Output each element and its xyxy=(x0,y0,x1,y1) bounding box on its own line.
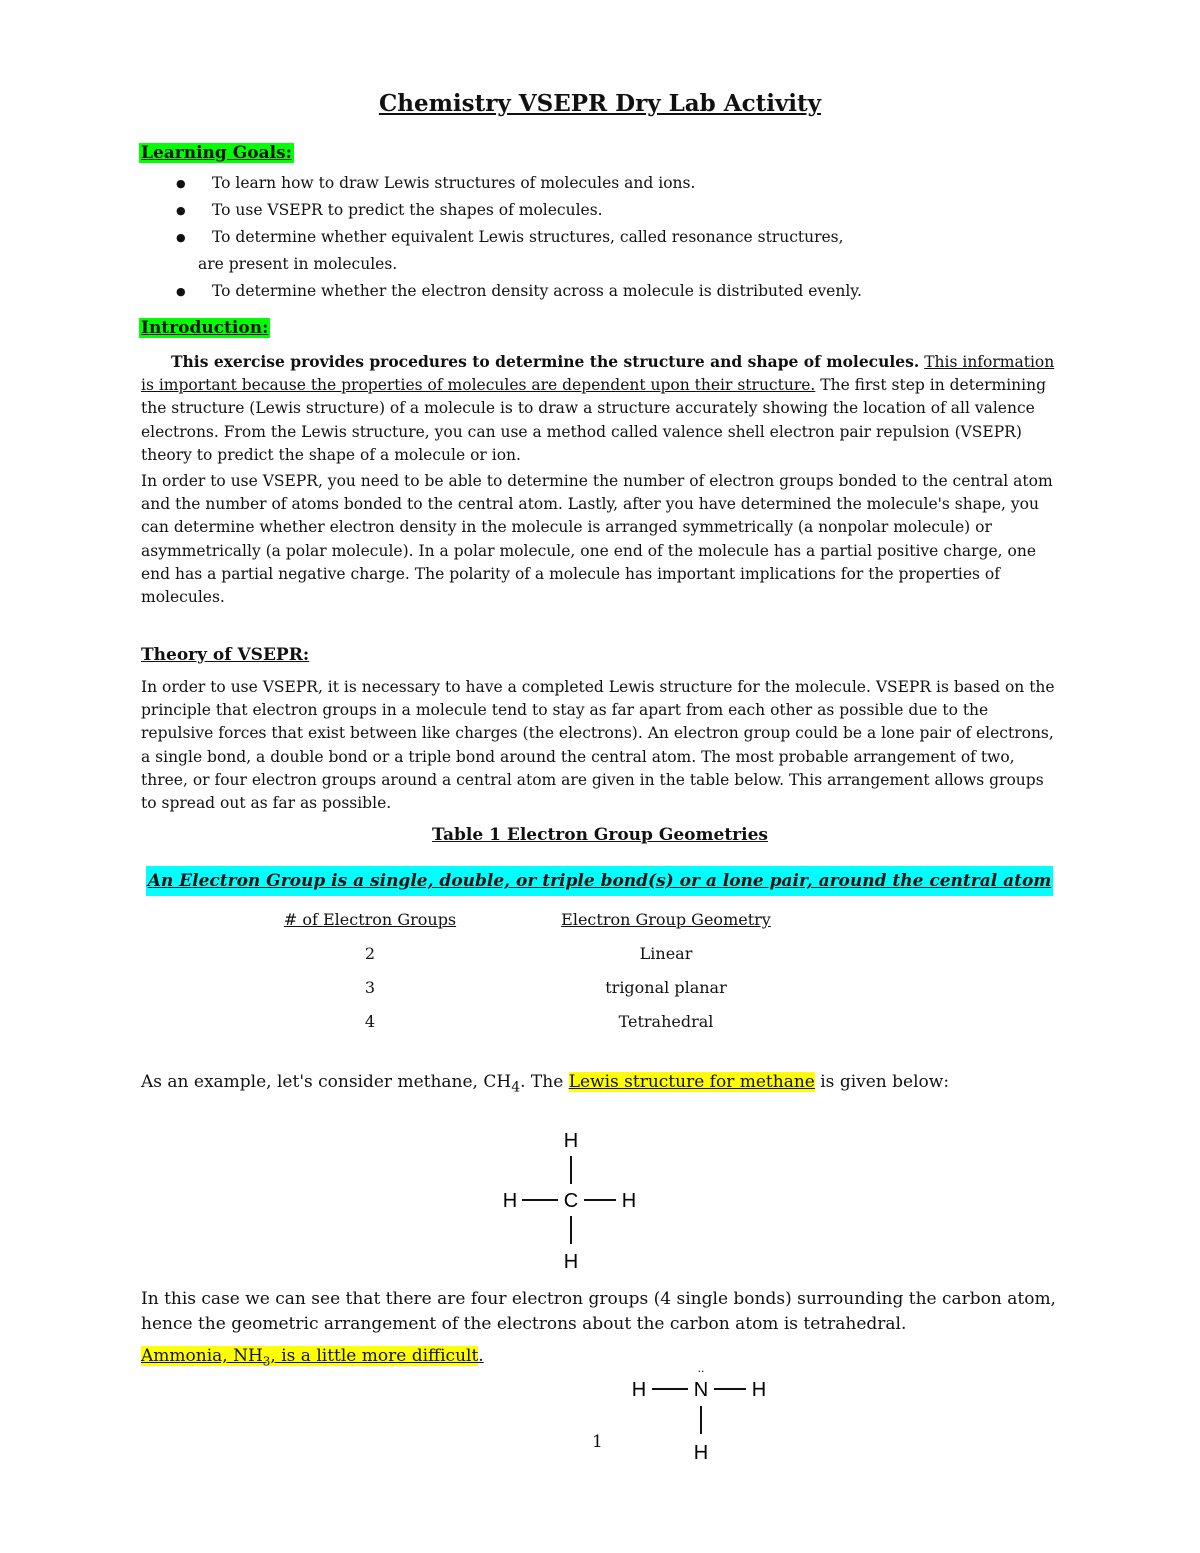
table-cell: 2 xyxy=(364,944,376,963)
ammonia-prefix: Ammonia, NH xyxy=(141,1346,263,1366)
list-item: ● To determine whether the electron density across a molecule is distributed evenly. xyxy=(176,278,1076,305)
methane-example-line xyxy=(141,1072,949,1095)
intro-bold-text: This exercise provides procedures to determine the structure and shape of molecules. xyxy=(171,352,920,371)
list-item-continuation xyxy=(176,251,1076,278)
ammonia-highlight xyxy=(141,1346,479,1369)
example-subscript: 4 xyxy=(511,1079,521,1096)
methane-right-h: H xyxy=(621,1190,637,1212)
conclusion-paragraph: In this case we can see that there are four electron groups (4 single bonds) surrounding the carbon atom, hence the geometric arrangement of the electrons about the carbon atom is tetrahedral. xyxy=(141,1289,1056,1334)
table-cell: Linear xyxy=(639,944,693,963)
learning-goals-heading: Learning Goals: xyxy=(141,143,292,163)
example-mid: . The xyxy=(520,1072,569,1092)
list-item: ● To learn how to draw Lewis structures of molecules and ions. xyxy=(176,170,1076,197)
list-item-continuation-text: are present in molecules. xyxy=(198,255,398,273)
table-cell: trigonal planar xyxy=(605,978,727,997)
ammonia-right-h: H xyxy=(751,1379,767,1401)
example-prefix: As an example, let's consider methane, CH xyxy=(141,1072,512,1092)
introduction-paragraph-2: In order to use VSEPR, you need to be able to determine the number of electron groups bonded to the central atom and the number of atoms bonded to the central atom. Lastly, after you have determined the molecule's shape, you can determine whether electron density in the molecule is arranged symmetrically (a nonpolar molecule) or asymmetrically (a polar molecule). In a polar molecule, one end of the molecule has a partial positive charge, one end has a partial negative charge. The polarity of a molecule has important implications for the properties of molecules. xyxy=(141,472,1053,607)
ammonia-suffix: , is a little more difficult xyxy=(270,1346,479,1366)
ammonia-line xyxy=(141,1346,484,1368)
ammonia-lone-pair: .. xyxy=(697,1361,705,1375)
methane-left-h: H xyxy=(502,1190,518,1212)
table-title: Table 1 Electron Group Geometries xyxy=(432,825,768,845)
introduction-paragraph-1 xyxy=(141,350,1061,467)
learning-goals-section xyxy=(139,143,294,163)
methane-bottom-h: H xyxy=(563,1251,579,1273)
table-header-groups: # of Electron Groups xyxy=(283,910,457,929)
ammonia-center-n: N xyxy=(693,1379,709,1401)
methane-top-h: H xyxy=(563,1130,579,1152)
page-number: 1 xyxy=(592,1432,603,1452)
learning-goals-list xyxy=(176,170,1076,305)
table-header-geometry: Electron Group Geometry xyxy=(561,910,771,929)
electron-group-banner: An Electron Group is a single, double, or triple bond(s) or a lone pair, around the central atom xyxy=(146,866,1053,896)
ammonia-end: . xyxy=(478,1346,484,1366)
theory-heading: Theory of VSEPR: xyxy=(141,645,310,665)
example-suffix: is given below: xyxy=(814,1072,950,1092)
table-cell: 4 xyxy=(364,1012,376,1031)
intro-rest-text: The first step in determining the structure (Lewis structure) of a molecule is to draw a structure accurately showing the location of all valence electrons. From the Lewis structure, you can use a method called valence shell electron pair repulsion (VSEPR) theory to predict the shape of a molecule or ion. xyxy=(141,376,1047,464)
ammonia-bottom-h: H xyxy=(693,1442,709,1464)
table-cell: Tetrahedral xyxy=(618,1012,714,1031)
theory-section xyxy=(139,645,311,665)
methane-lewis-highlight: Lewis structure for methane xyxy=(568,1072,815,1092)
ammonia-left-h: H xyxy=(631,1379,647,1401)
methane-center-c: C xyxy=(563,1190,579,1212)
theory-paragraph: In order to use VSEPR, it is necessary to have a completed Lewis structure for the molecule. VSEPR is based on the principle that electron groups in a molecule tend to stay as far apart from each other as possible due to the repulsive forces that exist between like charges (the electrons). An electron group could be a lone pair of electrons, a single bond, a double bond or a triple bond around the central atom. The most probable arrangement of two, three, or four electron groups around a central atom are given in the table below. This arrangement allows groups to spread out as far as possible. xyxy=(141,678,1055,813)
methane-lewis-structure xyxy=(490,1120,660,1280)
ammonia-subscript: 3 xyxy=(262,1354,271,1369)
intro-underlined-text: This information is important because the properties of molecules are dependent upon their structure. xyxy=(141,353,1055,395)
introduction-section xyxy=(139,318,270,338)
introduction-heading: Introduction: xyxy=(141,318,269,338)
list-item: ● To determine whether equivalent Lewis structures, called resonance structures, xyxy=(176,224,1076,251)
ammonia-lewis-structure xyxy=(620,1358,780,1468)
table-cell: 3 xyxy=(364,978,376,997)
list-item: ● To use VSEPR to predict the shapes of molecules. xyxy=(176,197,1076,224)
page-title: Chemistry VSEPR Dry Lab Activity xyxy=(378,90,822,117)
